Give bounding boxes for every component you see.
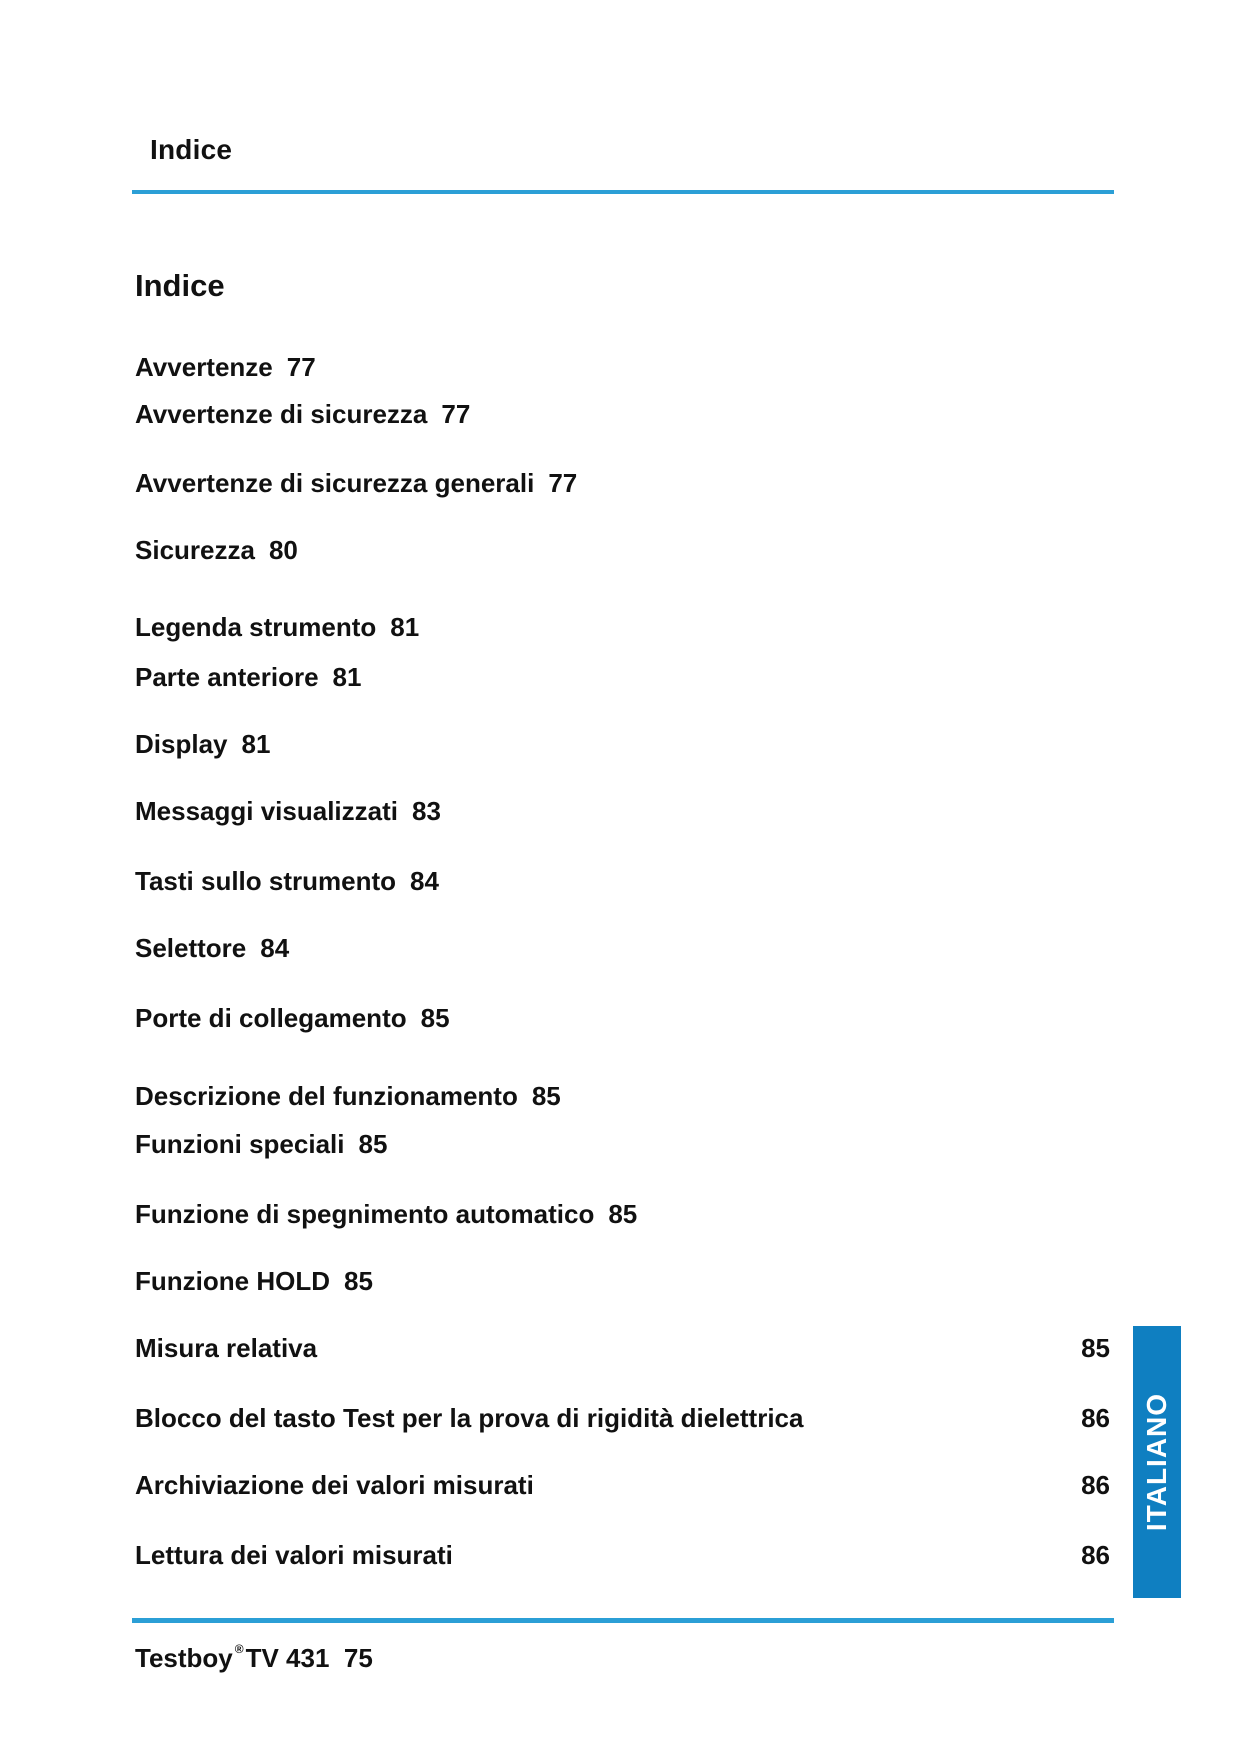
toc-entry-label: Avvertenze di sicurezza generali xyxy=(135,468,535,498)
toc-entry-label: Tasti sullo strumento xyxy=(135,866,396,896)
toc-entry-label: Archiviazione dei valori misurati xyxy=(135,1470,534,1500)
toc-entry-label: Descrizione del funzionamento xyxy=(135,1081,518,1111)
toc-entry xyxy=(135,796,441,827)
toc-entry-page: 81 xyxy=(332,662,362,692)
toc-entry-label: Funzione di spegnimento automatico xyxy=(135,1199,595,1229)
toc-entry-label: Porte di collegamento xyxy=(135,1003,407,1033)
toc-entry-page: 85 xyxy=(608,1199,638,1229)
toc-entry xyxy=(135,399,470,430)
toc-entry-page: 84 xyxy=(410,866,439,896)
section-title: Indice xyxy=(135,268,225,303)
toc-entry-page: 85 xyxy=(358,1129,388,1159)
toc-entry-page: 86 xyxy=(1081,1540,1110,1570)
toc-entry xyxy=(135,1333,1110,1364)
header-rule xyxy=(132,190,1114,194)
toc-entry-label: Legenda strumento xyxy=(135,612,377,642)
toc-entry xyxy=(135,1199,637,1230)
toc-entry-label: Selettore xyxy=(135,933,247,963)
toc-entry-page: 81 xyxy=(390,612,420,642)
toc-entry-page: 77 xyxy=(441,399,471,429)
toc-entry xyxy=(135,612,419,643)
toc-entry xyxy=(135,1540,1110,1571)
footer xyxy=(135,1642,373,1674)
language-tab-label: ITALIANO xyxy=(1141,1392,1172,1532)
toc-entry xyxy=(135,1266,373,1297)
toc-entry-label: Display xyxy=(135,729,228,759)
footer-page-number: 75 xyxy=(343,1643,373,1673)
toc-entry xyxy=(135,468,577,499)
toc-entry-page: 86 xyxy=(1081,1403,1110,1433)
toc-entry-label: Messaggi visualizzati xyxy=(135,796,398,826)
language-tab xyxy=(1133,1326,1181,1598)
toc-entry-page: 85 xyxy=(1081,1333,1110,1363)
footer-brand: Testboy xyxy=(135,1643,233,1673)
toc-entry-page: 84 xyxy=(260,933,290,963)
toc-entry-label: Sicurezza xyxy=(135,535,255,565)
toc-entry-label: Misura relativa xyxy=(135,1333,318,1363)
toc-entry-label: Avvertenze di sicurezza xyxy=(135,399,428,429)
toc-entry-label: Funzioni speciali xyxy=(135,1129,345,1159)
toc-entry xyxy=(135,662,361,693)
toc-entry-label: Parte anteriore xyxy=(135,662,319,692)
toc-entry-page: 77 xyxy=(286,352,316,382)
header-title: Indice xyxy=(150,134,233,165)
toc-entry xyxy=(135,933,289,964)
toc-entry-label: Blocco del tasto Test per la prova di rigidità dielettrica xyxy=(135,1403,804,1433)
toc-entry-page: 85 xyxy=(343,1266,373,1296)
toc-entry-label: Avvertenze xyxy=(135,352,273,382)
toc-entry-page: 85 xyxy=(531,1081,561,1111)
toc-entry-page: 81 xyxy=(241,729,271,759)
registered-mark: ® xyxy=(234,1642,244,1656)
toc-entry-page: 83 xyxy=(411,796,441,826)
footer-model: TV 431 xyxy=(245,1643,330,1673)
toc-entry xyxy=(135,1003,450,1034)
toc-entry xyxy=(135,352,316,383)
toc-entry xyxy=(135,1403,1110,1434)
toc-entry xyxy=(135,1081,561,1112)
toc-entry xyxy=(135,1129,387,1160)
toc-entry-page: 77 xyxy=(548,468,578,498)
toc-entry xyxy=(135,729,270,760)
toc-entry-page: 80 xyxy=(268,535,298,565)
footer-rule xyxy=(132,1618,1114,1623)
toc-entry xyxy=(135,1470,1110,1501)
toc-entry-page: 85 xyxy=(420,1003,450,1033)
toc-entry xyxy=(135,535,298,566)
toc-entry-page: 86 xyxy=(1081,1470,1110,1500)
toc-entry-label: Funzione HOLD xyxy=(135,1266,330,1296)
toc-entry xyxy=(135,866,439,897)
toc-entry-label: Lettura dei valori misurati xyxy=(135,1540,453,1570)
